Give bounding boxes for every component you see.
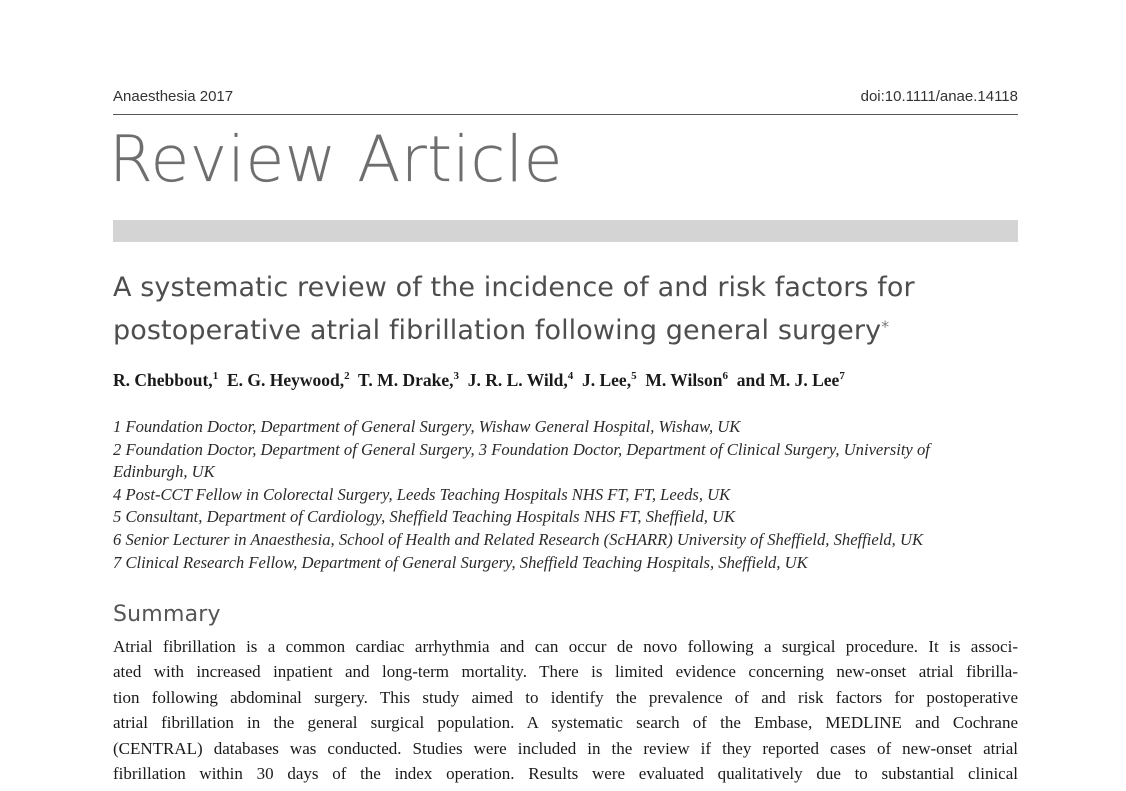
article-title <box>113 266 1018 352</box>
author-affiliation-marker: 7 <box>839 370 845 383</box>
running-header <box>113 88 1018 110</box>
section-type-heading: Review Article <box>109 123 563 196</box>
affiliation-line: 2 Foundation Doctor, Department of General Surgery, 3 Foundation Doctor, Department of Clinical Surgery, University of <box>113 439 930 459</box>
header-rule <box>113 114 1018 115</box>
author-affiliation-marker: 2 <box>344 370 350 383</box>
author-name: T. M. Drake, <box>358 370 454 390</box>
author-name: E. G. Heywood, <box>226 370 345 390</box>
summary-heading: Summary <box>113 602 221 627</box>
affiliation-line: Edinburgh, UK <box>113 462 215 482</box>
title-line-1: A systematic review of the incidence of and risk factors for <box>113 272 915 303</box>
author <box>113 370 218 390</box>
summary-line: ated with increased inpatient and long-term mortality. There is limited evidence concerning new-onset atrial fibrilla- <box>113 662 1018 682</box>
summary-line: atrial fibrillation in the general surgical population. A systematic search of the Embase, MEDLINE and Cochrane <box>113 713 1018 733</box>
author <box>358 370 459 390</box>
summary-line: Atrial fibrillation is a common cardiac arrhythmia and can occur de novo following a surgical procedure. It is associ- <box>113 637 1018 656</box>
author-list <box>113 370 1018 391</box>
title-line-2 <box>113 309 1018 352</box>
author <box>737 370 845 390</box>
affiliation-line: 5 Consultant, Department of Cardiology, Sheffield Teaching Hospitals NHS FT, Sheffield, UK <box>113 507 736 527</box>
affiliation-line: 6 Senior Lecturer in Anaesthesia, School of Health and Related Research (ScHARR) University of Sheffield, Sheffield, UK <box>113 529 924 549</box>
author-name: J. Lee, <box>581 370 632 390</box>
affiliation-list <box>113 416 1018 574</box>
author <box>645 370 728 390</box>
title-line-2-text: postoperative atrial fibrillation following general surgery <box>113 315 882 346</box>
affiliation-line: 1 Foundation Doctor, Department of General Surgery, Wishaw General Hospital, Wishaw, UK <box>113 417 741 436</box>
author-name: M. Wilson <box>645 370 723 390</box>
title-footnote-marker[interactable]: * <box>881 317 890 336</box>
summary-line: tion following abdominal surgery. This study aimed to identify the prevalence of and risk factors for postoperative <box>113 687 1018 707</box>
author-affiliation-marker: 4 <box>567 370 574 383</box>
author-name: J. R. L. Wild, <box>467 370 568 390</box>
affiliation-line: 4 Post-CCT Fellow in Colorectal Surgery, Leeds Teaching Hospitals NHS FT, FT, Leeds, UK <box>113 484 731 504</box>
author-affiliation-marker: 3 <box>453 370 459 383</box>
journal-name: Anaesthesia 2017 <box>113 88 234 105</box>
author-name: and M. J. Lee <box>736 370 840 390</box>
author-affiliation-marker: 1 <box>212 370 219 383</box>
summary-paragraph <box>113 634 1018 786</box>
author <box>468 370 574 390</box>
author-name: R. Chebbout, <box>113 370 213 390</box>
doi-link[interactable]: doi:10.1111/anae.14118 <box>860 88 1018 105</box>
author-affiliation-marker: 5 <box>631 370 637 383</box>
author <box>227 370 350 390</box>
summary-line: (CENTRAL) databases was conducted. Studies were included in the review if they reported cases of new-onset atrial <box>113 738 1018 758</box>
summary-line: fibrillation within 30 days of the index operation. Results were evaluated qualitatively due to substantial clinical <box>113 763 1018 783</box>
affiliation-line: 7 Clinical Research Fellow, Department of General Surgery, Sheffield Teaching Hospitals, Sheffield, UK <box>113 552 808 572</box>
author-affiliation-marker: 6 <box>722 370 728 383</box>
author <box>582 370 637 390</box>
section-band <box>113 220 1018 242</box>
